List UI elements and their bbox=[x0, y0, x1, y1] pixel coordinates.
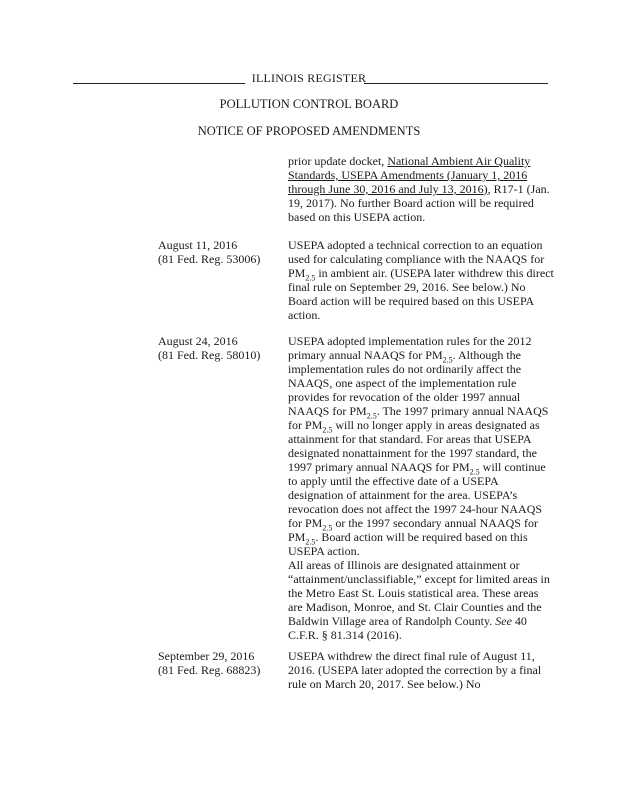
pm-subscript: 2.5 bbox=[305, 273, 316, 283]
continuation-paragraph bbox=[288, 154, 550, 224]
entry-date-block bbox=[158, 334, 286, 362]
entry-text: USEPA adopted a technical correction to an equation used for calculating compliance with the NAAQS for PM bbox=[288, 238, 545, 280]
register-title: ILLINOIS REGISTER bbox=[251, 71, 367, 85]
entry-citation: (81 Fed. Reg. 53006) bbox=[158, 252, 261, 266]
see-signal: See bbox=[495, 614, 512, 628]
pm-subscript: 2.5 bbox=[469, 467, 480, 477]
entry-citation: (81 Fed. Reg. 58010) bbox=[158, 348, 261, 362]
pm-subscript: 2.5 bbox=[305, 537, 316, 547]
pm-subscript: 2.5 bbox=[322, 425, 333, 435]
pm-subscript: 2.5 bbox=[442, 355, 453, 365]
continuation-text-end: , R17-1 (Jan. 19, 2017). No further Board action will be required based on this USEPA action. bbox=[288, 182, 550, 224]
pm-subscript: 2.5 bbox=[366, 411, 377, 421]
pm-subscript: 2.5 bbox=[322, 523, 333, 533]
entry-date-block bbox=[158, 649, 286, 677]
entry-date: August 24, 2016 bbox=[158, 334, 238, 348]
entry-date-block bbox=[158, 238, 286, 266]
entry-text: USEPA withdrew the direct final rule of August 11, 2016. (USEPA later adopted the correction by a final rule on March 20, 2017. See below.) No bbox=[288, 649, 542, 691]
entry-description bbox=[288, 334, 550, 642]
docket-title-link: National Ambient Air Quality Standards, USEPA Amendments (January 1, 2016 through June 30, 2016 and July 13, 2016) bbox=[288, 154, 531, 196]
entry-citation: (81 Fed. Reg. 68823) bbox=[158, 663, 261, 677]
notice-title: NOTICE OF PROPOSED AMENDMENTS bbox=[197, 124, 421, 138]
entry-text: . The 1997 primary annual NAAQS for PM bbox=[288, 404, 549, 432]
header-rule-right bbox=[364, 83, 548, 84]
entry-text: will continue to apply until the effective date of a USEPA designation of attainment for the area. USEPA’s revocation does not affect the 1997 24-hour NAAQS for PM bbox=[288, 460, 546, 530]
entry-date: August 11, 2016 bbox=[158, 238, 238, 252]
entry-text: will no longer apply in areas designated as attainment for that standard. For areas that USEPA designated nonattainment for the 1997 standard, the 1997 primary annual NAAQS for PM bbox=[288, 418, 540, 474]
entry-description bbox=[288, 238, 556, 322]
entry-text: or the 1997 secondary annual NAAQS for PM bbox=[288, 516, 538, 544]
board-title: POLLUTION CONTROL BOARD bbox=[219, 97, 399, 111]
entry-text: in ambient air. (USEPA later withdrew this direct final rule on September 29, 2016. See below.) No Board action will be required based on this USEPA action. bbox=[288, 266, 554, 322]
entry-date: September 29, 2016 bbox=[158, 649, 255, 663]
entry-text: USEPA adopted implementation rules for the 2012 primary annual NAAQS for PM bbox=[288, 334, 532, 362]
attainment-paragraph bbox=[288, 558, 550, 642]
entry-text: . Board action will be required based on this USEPA action. bbox=[288, 530, 528, 558]
continuation-text: prior update docket, bbox=[288, 154, 388, 168]
entry-text: All areas of Illinois are designated attainment or “attainment/unclassifiable,” except for limited areas in the Metro East St. Louis statistical area. These areas are Madison, Monroe, and St. Clair Counties and the Baldwin Village area of Randolph County. bbox=[288, 558, 550, 628]
cfr-citation: 40 C.F.R. § 81.314 (2016). bbox=[288, 614, 527, 642]
entry-description bbox=[288, 649, 550, 691]
entry-text: . Although the implementation rules do not ordinarily affect the NAAQS, one aspect of the implementation rule provides for revocation of the older 1997 annual NAAQS for PM bbox=[288, 348, 522, 418]
